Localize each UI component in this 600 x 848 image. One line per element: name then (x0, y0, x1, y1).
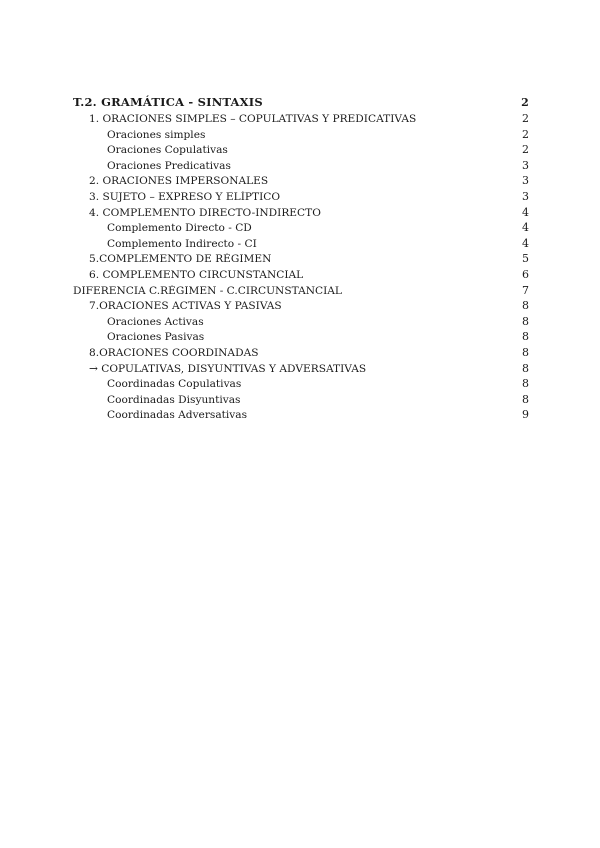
toc-entry-text: 3. SUJETO – EXPRESO Y ELÍPTICO (89, 190, 281, 203)
toc-entry[interactable] (73, 190, 529, 206)
toc-entry-text: Coordinadas Adversativas (107, 409, 248, 422)
toc-title: T.2. GRAMÁTICA - SINTAXIS (73, 95, 263, 109)
toc-entry[interactable] (73, 252, 529, 268)
toc-entry-text: Coordinadas Disyuntivas (107, 393, 241, 406)
toc-entry[interactable] (73, 408, 529, 424)
toc-entry-text: 2. ORACIONES IMPERSONALES (89, 175, 269, 188)
toc-entry-text: 1. ORACIONES SIMPLES – COPULATIVAS Y PREDICATIVAS (89, 113, 417, 125)
toc-entry-page: 8 (522, 345, 529, 359)
toc-title-row[interactable] (73, 95, 529, 111)
toc-entry-text: 4. COMPLEMENTO DIRECTO-INDIRECTO (89, 206, 321, 219)
toc-title-page: 2 (521, 96, 529, 109)
toc-entry[interactable] (73, 315, 529, 331)
toc-entry-text: Oraciones simples (107, 128, 206, 141)
toc-entry-page: 3 (522, 189, 529, 203)
toc-entry-page: 2 (522, 112, 529, 125)
toc-entry-page: 8 (522, 330, 529, 344)
toc-entry-text: Oraciones Copulativas (107, 144, 228, 157)
table-of-contents (73, 95, 529, 424)
toc-entry-text: Oraciones Predicativas (107, 159, 231, 172)
toc-entry-page: 8 (522, 314, 529, 328)
toc-entry[interactable] (73, 268, 529, 284)
toc-entry[interactable] (73, 128, 529, 144)
toc-entry-text: Complemento Directo - CD (107, 222, 252, 235)
toc-entry-page: 9 (522, 408, 529, 422)
toc-entry-text: Complemento Indirecto - CI (107, 237, 257, 250)
toc-entry-text: 6. COMPLEMENTO CIRCUNSTANCIAL (89, 268, 304, 281)
toc-entry[interactable] (73, 346, 529, 362)
toc-entry-page: 2 (522, 127, 529, 141)
toc-entry[interactable] (73, 112, 529, 128)
toc-entry-page: 8 (522, 299, 529, 313)
toc-entry-text: 7.ORACIONES ACTIVAS Y PASIVAS (89, 300, 282, 313)
toc-entry-page: 3 (522, 158, 529, 172)
toc-entry-page: 4 (522, 236, 529, 250)
toc-entry-page: 4 (522, 221, 529, 235)
toc-entry-page: 7 (522, 283, 529, 297)
toc-entry-page: 8 (522, 361, 529, 375)
toc-entry[interactable] (73, 284, 529, 300)
toc-entry-text: 8.ORACIONES COORDINADAS (89, 346, 259, 359)
toc-entry[interactable] (73, 159, 529, 175)
toc-entries (73, 112, 529, 424)
toc-entry[interactable] (73, 393, 529, 409)
toc-entry-page: 8 (522, 392, 529, 406)
toc-entry[interactable] (73, 377, 529, 393)
toc-entry-page: 3 (522, 174, 529, 188)
toc-entry[interactable] (73, 299, 529, 315)
toc-entry[interactable] (73, 174, 529, 190)
toc-entry-page: 6 (522, 267, 529, 281)
toc-entry[interactable] (73, 330, 529, 346)
toc-entry[interactable] (73, 221, 529, 237)
toc-entry-text: 5.COMPLEMENTO DE RÉGIMEN (89, 253, 272, 266)
toc-entry-text: Coordinadas Copulativas (107, 378, 242, 391)
toc-entry[interactable] (73, 143, 529, 159)
toc-entry-page: 2 (522, 143, 529, 157)
toc-entry-text: Oraciones Pasivas (107, 331, 205, 344)
toc-entry-page: 4 (522, 205, 529, 219)
toc-entry[interactable] (73, 237, 529, 253)
toc-entry-page: 5 (522, 252, 529, 266)
toc-entry-page: 8 (522, 377, 529, 391)
toc-entry-text: Oraciones Activas (107, 315, 204, 328)
toc-entry[interactable] (73, 206, 529, 222)
toc-entry-text: → COPULATIVAS, DISYUNTIVAS Y ADVERSATIVAS (89, 362, 367, 375)
toc-entry-text: DIFERENCIA C.RÉGIMEN - C.CIRCUNSTANCIAL (73, 284, 342, 297)
toc-entry[interactable] (73, 362, 529, 378)
